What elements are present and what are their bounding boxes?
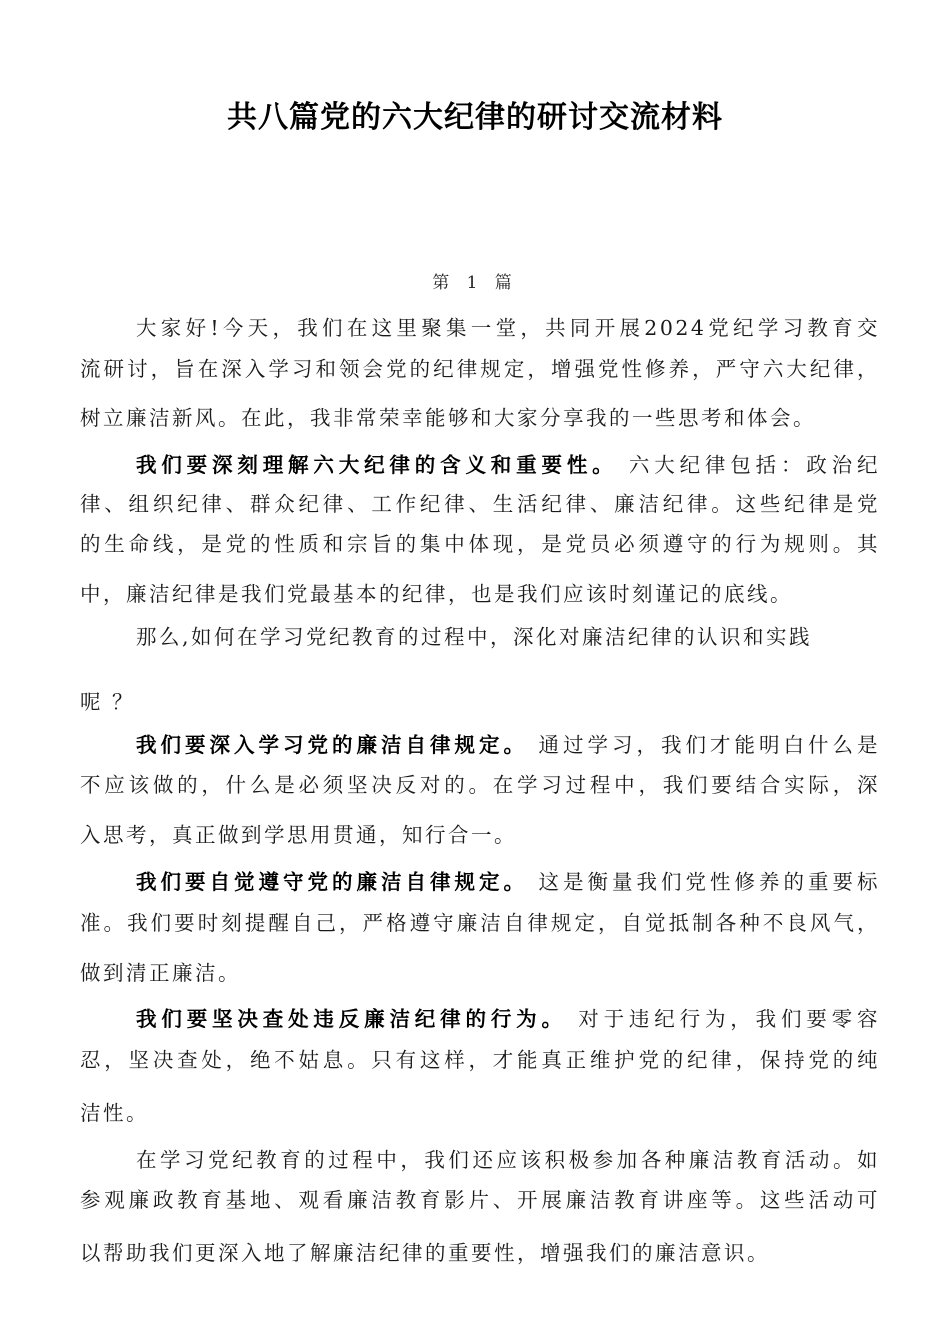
line-text: 六大纪律包括：政治纪 xyxy=(617,453,880,477)
text-line xyxy=(80,1096,880,1126)
text-line xyxy=(80,906,880,936)
line-text: 对于违纪行为，我们要零容 xyxy=(566,1007,881,1031)
bold-lead: 我们要深刻理解六大纪律的含义和重要性。 xyxy=(136,453,618,477)
text-line xyxy=(136,448,880,478)
line-text: 以帮助我们更深入地了解廉洁纪律的重要性，增强我们的廉洁意识。 xyxy=(80,1241,770,1265)
text-line xyxy=(136,728,880,758)
line-text: 中，廉洁纪律是我们党最基本的纪律，也是我们应该时刻谨记的底线。 xyxy=(80,582,793,606)
line-text: 那么,如何在学习党纪教育的过程中，深化对廉洁纪律的认识和实践 xyxy=(136,625,813,649)
line-text: 通过学习，我们才能明白什么是 xyxy=(528,733,881,757)
text-line xyxy=(80,818,880,848)
section-label: 第 1 篇 xyxy=(432,273,518,293)
text-line xyxy=(80,1043,880,1073)
line-text: 不应该做的，什么是必须坚决反对的。在学习过程中，我们要结合实际，深 xyxy=(80,773,880,797)
text-line xyxy=(80,487,880,517)
line-text: 入思考，真正做到学思用贯通，知行合一。 xyxy=(80,823,517,847)
line-text: 律、组织纪律、群众纪律、工作纪律、生活纪律、廉洁纪律。这些纪律是党 xyxy=(80,492,880,516)
line-text: 做到清正廉洁。 xyxy=(80,961,241,985)
line-text: 洁性。 xyxy=(80,1101,149,1125)
line-text: 大家好!今天，我们在这里聚集一堂，共同开展2024党纪学习教育交 xyxy=(136,316,880,340)
line-text: 准。我们要时刻提醒自己，严格遵守廉洁自律规定，自觉抵制各种不良风气， xyxy=(80,911,880,935)
text-line xyxy=(80,1183,880,1213)
text-line xyxy=(136,1002,880,1032)
document-title: 共八篇党的六大纪律的研讨交流材料 xyxy=(227,100,723,135)
line-text: 这是衡量我们党性修养的重要标 xyxy=(528,870,881,894)
text-line xyxy=(80,401,880,431)
line-text: 的生命线，是党的性质和宗旨的集中体现，是党员必须遵守的行为规则。其 xyxy=(80,532,880,556)
line-text: 参观廉政教育基地、观看廉洁教育影片、开展廉洁教育讲座等。这些活动可 xyxy=(80,1188,880,1212)
text-line xyxy=(80,527,880,557)
text-line xyxy=(136,620,880,650)
line-text: 树立廉洁新风。在此，我非常荣幸能够和大家分享我的一些思考和体会。 xyxy=(80,406,816,430)
text-line xyxy=(80,1236,880,1266)
bold-lead: 我们要深入学习党的廉洁自律规定。 xyxy=(136,733,528,757)
line-text: 忍，坚决查处，绝不姑息。只有这样，才能真正维护党的纪律，保持党的纯 xyxy=(80,1048,880,1072)
bold-lead: 我们要坚决查处违反廉洁纪律的行为。 xyxy=(136,1007,567,1031)
text-line xyxy=(80,577,880,607)
bold-lead: 我们要自觉遵守党的廉洁自律规定。 xyxy=(136,870,528,894)
line-text: 在学习党纪教育的过程中，我们还应该积极参加各种廉洁教育活动。如 xyxy=(136,1148,880,1172)
line-text: 流研讨，旨在深入学习和领会党的纪律规定，增强党性修养，严守六大纪律， xyxy=(80,357,880,381)
text-line xyxy=(80,768,880,798)
text-line xyxy=(80,685,880,715)
line-text: 呢 ？ xyxy=(80,690,136,714)
text-line xyxy=(80,956,880,986)
text-line xyxy=(80,352,880,382)
text-line xyxy=(136,865,880,895)
text-line xyxy=(136,1143,880,1173)
text-line xyxy=(136,311,880,341)
